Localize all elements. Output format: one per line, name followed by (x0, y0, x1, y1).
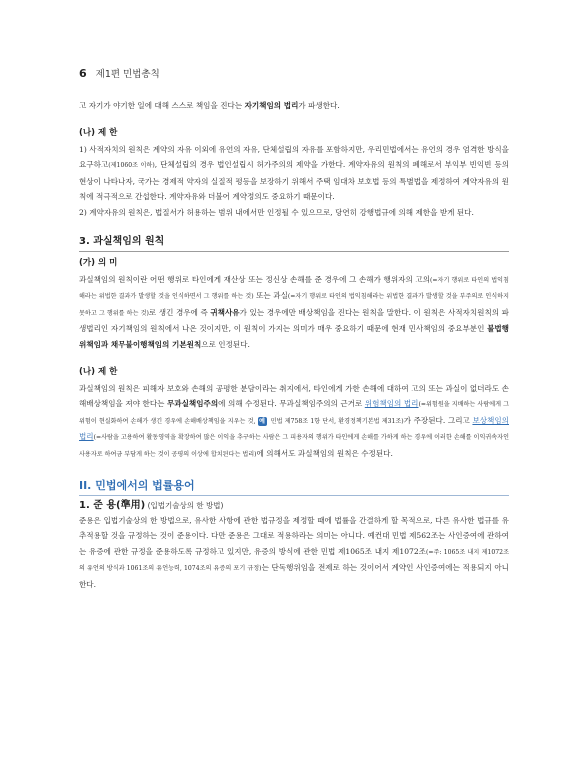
limit-heading: (나) 제 한 (79, 127, 118, 138)
section-heading-fault-liability: 3. 과실책임의 원칙 (79, 235, 509, 252)
limit-paragraph-3 (79, 381, 509, 463)
small-note: 민법 제758조 1항 단서, 환경정책기본법 제31조) (268, 417, 404, 425)
example-badge: 예 (259, 417, 265, 425)
small-note: (=자기 행위로 타인의 법익침해라는 위법한 결과가 발생할 것을 부주의로 인식하지 못하고 그 행위를 하는 것) (79, 293, 509, 317)
bold-term: 불법행위책임과 채무불이행책임의 기본원칙 (79, 324, 509, 349)
small-note: (제1060조 이하) (108, 162, 155, 170)
item-title: 1. 준 용(準用) (79, 499, 146, 511)
highlight-term: 위험책임의 법리 (364, 399, 419, 409)
limit-paragraph-1 (79, 142, 509, 205)
application-paragraph (79, 513, 509, 593)
intro-paragraph (79, 98, 509, 114)
page-number: 6 (79, 67, 87, 80)
text-run: , 단체설립의 경우 법인설립시 허가주의의 제약을 가한다. 계약자유의 원칙의 폐해로서 부익부 빈익빈 등의 현상이 나타나자, 국가는 경제적 약자의 실질적 평등을 보장하기 위해서 주택 임대차 보호법 등의 특별법을 제정하여 계약자유의 원칙에 적극적으로 간섭한다. 계약자유와 더불어 계약정의도 중요하기 때문이다. (79, 160, 510, 202)
bold-term: 무과실책임주의 (166, 399, 219, 409)
bold-term: 귀책사유 (210, 307, 240, 317)
bold-term: 자기책임의 법리 (244, 101, 299, 110)
meaning-heading: (가) 의 미 (79, 257, 118, 268)
text-run: 가 파생한다. (298, 101, 340, 110)
text-run: 1) 사적자치의 원칙은 계약의 자유 이외에 유언의 자유, 단체설립의 자유를 포함하지만, 우리민법에서는 유언의 경우 엄격한 방식을 요구하고 (79, 144, 509, 170)
text-run: 준용은 입법기술상의 한 방법으로, 유사한 사항에 관한 법규정을 제정할 때에 법률을 간결하게 할 목적으로, 다른 유사한 법규를 유추적용할 것을 규정하는 것이 준용이다. 다만 준용은 그대로 적용하라는 의미는 아니다. 예컨대 민법 제562조는 사인증여에 관하여는 유증에 관한 규정을 준용하도록 규정하고 있지만, 유증의 방식에 관한 민법 제1065조 내지 제1072조 (79, 515, 509, 556)
text-run: 에 의해 수정된다. 무과실책임주의의 근거로 (218, 399, 365, 409)
page-body (79, 98, 509, 592)
text-run: 는 단독행위임을 전제로 하는 것이어서 계약인 사인증여에는 적용되지 아니한다. (79, 563, 509, 589)
text-run: 과실책임의 원칙은 피해자 보호와 손해의 공평한 분담이라는 취지에서, 타인에게 가한 손해에 대하여 고의 또는 과실이 없더라도 손해배상책임을 져야 한다는 (79, 383, 509, 409)
text-run: 고 자기가 야기한 일에 대해 스스로 책임을 진다는 (79, 101, 245, 110)
limit-heading-2: (나) 제 한 (79, 366, 118, 377)
small-note: (=자기 행위로 타인의 법익침해라는 위법한 결과가 발생할 것을 인식하면서 그 행위를 하는 것) (79, 276, 509, 301)
page-header (79, 66, 160, 80)
meaning-paragraph (79, 272, 509, 353)
chapter-heading-legal-terms: II. 민법에서의 법률용어 (79, 478, 509, 496)
text-run: 과실책임의 원칙이란 어떤 행위로 타인에게 재산상 또는 정신상 손해를 준 경우에 그 손해가 행위자의 고의 (79, 274, 431, 284)
item-heading-application (79, 498, 509, 513)
small-note: (=사람을 고용하여 활동영역을 확장하여 많은 이익을 추구하는 사람은 그 피용자의 행위가 타인에게 손해를 가하게 하는 경우에 이러한 손해를 이익귀속자인 사용자로 하여금 부담게 하는 것이 공평의 이상에 합치된다는 법리) (79, 434, 509, 458)
text-run: 가 주장된다. 그리고 (403, 415, 473, 425)
text-run: 로 생긴 경우에 즉 (148, 307, 211, 317)
highlight-term: 보상책임의 법리 (79, 415, 509, 442)
text-run: 으로 인정된다. (201, 339, 250, 349)
part-title: 제1편 민법총칙 (95, 69, 160, 80)
item-note: (입법기술상의 한 방법) (145, 500, 224, 510)
limit-paragraph-2: 2) 계약자유의 원칙은, 법질서가 허용하는 범위 내에서만 인정될 수 있으므로, 당연히 강행법규에 의해 제한을 받게 된다. (79, 207, 474, 217)
small-note: (=위험원을 지배하는 사람에게 그 위험이 현실화하여 손해가 생긴 경우에 손해배상책임을 지우는 것, (79, 401, 509, 425)
text-run: 가 있는 경우에만 배상책임을 진다는 원칙을 말한다. 이 원칙은 사적자치원칙의 파생법리인 자기책임의 원칙에서 나온 것이지만, 이 원칙이 가지는 의미가 매우 중요하기 때문에 현재 민사책임의 중요부분인 (79, 307, 509, 334)
text-run: 또는 과실 (253, 291, 288, 301)
small-note: (=주: 1065조 내지 제1072조의 유언의 방식과 1061조의 유언능력, 1074조의 유증의 포기 규정) (79, 548, 509, 573)
text-run: 에 의해서도 과실책임의 원칙은 수정된다. (256, 448, 393, 458)
